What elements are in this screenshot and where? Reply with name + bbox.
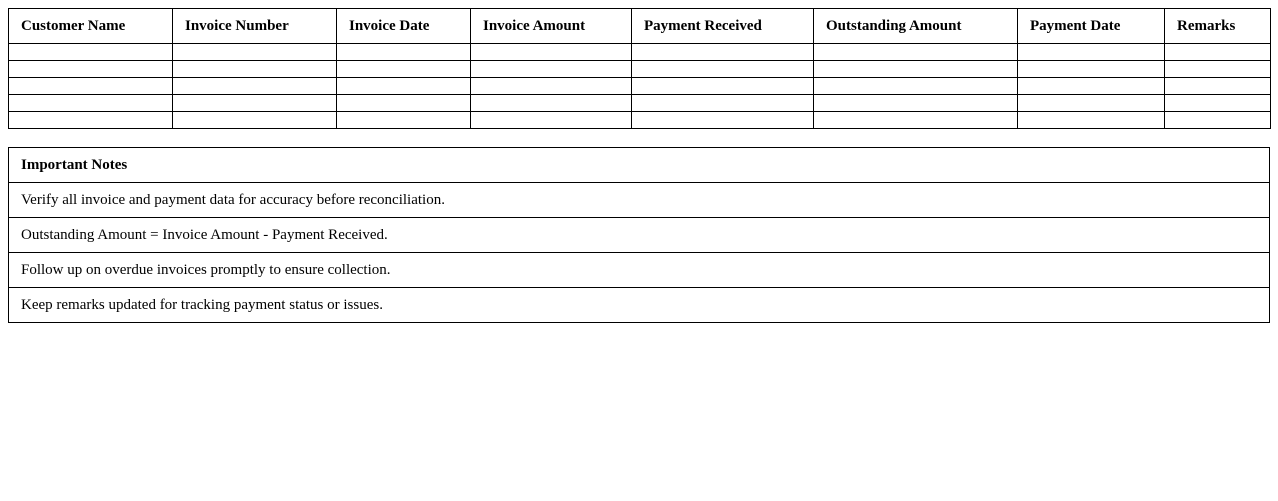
table-cell [471,61,632,78]
table-cell [173,61,337,78]
note-item: Keep remarks updated for tracking payment status or issues. [9,288,1270,323]
notes-row [9,183,1270,218]
table-cell [173,95,337,112]
table-cell [1018,95,1165,112]
table-cell [1165,61,1271,78]
table-row [9,44,1271,61]
table-cell [1165,112,1271,129]
table-cell [471,44,632,61]
table-cell [173,78,337,95]
table-cell [471,95,632,112]
table-row [9,112,1271,129]
notes-title: Important Notes [9,148,1270,183]
column-header-invoice-number: Invoice Number [173,9,337,44]
column-header-outstanding-amount: Outstanding Amount [814,9,1018,44]
table-cell [814,44,1018,61]
table-cell [471,112,632,129]
table-cell [337,78,471,95]
table-cell [1165,78,1271,95]
table-cell [814,78,1018,95]
notes-row [9,253,1270,288]
table-cell [337,95,471,112]
table-cell [1165,44,1271,61]
important-notes-table [8,147,1270,323]
column-header-payment-date: Payment Date [1018,9,1165,44]
table-cell [337,61,471,78]
table-cell [1165,95,1271,112]
column-header-invoice-date: Invoice Date [337,9,471,44]
table-cell [9,112,173,129]
column-header-remarks: Remarks [1165,9,1271,44]
table-cell [632,44,814,61]
table-cell [1018,44,1165,61]
reconciliation-table [8,8,1271,129]
table-cell [337,44,471,61]
table-cell [471,78,632,95]
table-cell [9,95,173,112]
document-sheet [8,8,1270,323]
column-header-payment-received: Payment Received [632,9,814,44]
table-cell [632,78,814,95]
table-cell [1018,61,1165,78]
table-cell [9,44,173,61]
table-cell [632,95,814,112]
table-cell [9,61,173,78]
table-cell [814,61,1018,78]
table-cell [337,112,471,129]
table-row [9,95,1271,112]
table-cell [632,61,814,78]
column-header-invoice-amount: Invoice Amount [471,9,632,44]
column-header-customer-name: Customer Name [9,9,173,44]
note-item: Verify all invoice and payment data for accuracy before reconciliation. [9,183,1270,218]
note-item: Outstanding Amount = Invoice Amount - Payment Received. [9,218,1270,253]
table-cell [173,44,337,61]
table-cell [1018,112,1165,129]
table-row [9,61,1271,78]
table-cell [9,78,173,95]
note-item: Follow up on overdue invoices promptly to ensure collection. [9,253,1270,288]
table-cell [814,95,1018,112]
notes-row [9,218,1270,253]
table-cell [632,112,814,129]
table-row [9,78,1271,95]
notes-header-row [9,148,1270,183]
table-cell [173,112,337,129]
table-cell [814,112,1018,129]
table-header-row [9,9,1271,44]
table-cell [1018,78,1165,95]
notes-row [9,288,1270,323]
